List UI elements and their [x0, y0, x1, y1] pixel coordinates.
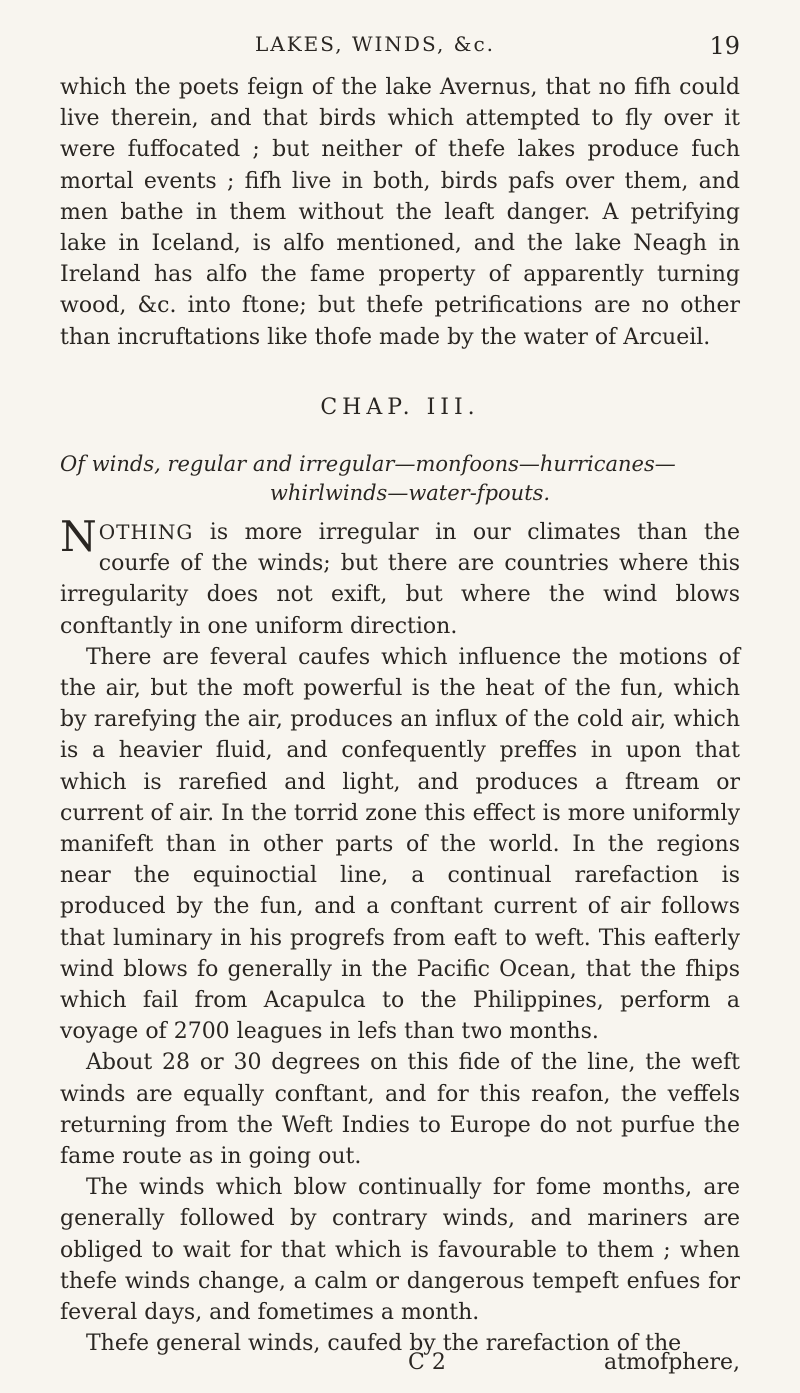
chapter-subtitle	[60, 450, 740, 508]
chapter-subtitle-line-2: whirlwinds—water-fpouts.	[269, 481, 551, 505]
paragraph-5: Thefe general winds, caufed by the rarefaction of the	[86, 1331, 682, 1357]
paragraph-3: About 28 or 30 degrees on this fide of the line, the weft winds are equally conftant, and for this reafon, the veffels returning from the Weft Indies to Europe do not purfue the fame route as in going out.	[60, 1050, 740, 1170]
lead-paragraph: which the poets feign of the lake Avernus, that no fifh could live therein, and that birds which attempted to fly over it were fuffocated ; but neither of thefe lakes produce fuch mortal events ; fifh live in both, birds pafs over them, and men bathe in them without the leaft danger. A petrifying lake in Iceland, is alfo mentioned, and the lake Neagh in Ireland has alfo the fame property of apparently turning wood, &c. into ftone; but thefe petrifications are no other than incruftations like thofe made by the water of Arcueil.	[60, 75, 740, 350]
chapter-subtitle-line-1: Of winds, regular and irregular—monfoons—hurricanes—	[60, 452, 676, 476]
chapter-heading: CHAP. III.	[320, 395, 480, 420]
running-head	[255, 20, 740, 60]
catchword: atmofphere,	[603, 1350, 740, 1375]
running-title: LAKES, WINDS, &c.	[255, 32, 496, 56]
paragraph-4: The winds which blow continually for fome months, are generally followed by contrary winds, and mariners are obliged to wait for that which is favourable to them ; when thefe winds change, a calm or dangerous tempeft enfues for feveral days, and fometimes a month.	[60, 1175, 740, 1326]
paragraph-1	[60, 512, 740, 642]
lead-paragraph-block	[60, 72, 740, 353]
chapter-body	[60, 512, 741, 1359]
drop-initial: N	[60, 512, 97, 561]
signature-mark: C 2	[408, 1350, 446, 1375]
paragraph-2: There are feveral caufes which influence the motions of the air, but the moft powerful is the heat of the fun, which by rarefying the air, produces an influx of the cold air, which is a heavier fluid, and confequently preffes in upon that which is rarefied and light, and produces a ftream or current of air. In the torrid zone this effect is more uniformly manifeft than in other parts of the world. In the regions near the equinoctial line, a continual rarefaction is produced by the fun, and a conftant current of air follows that luminary in his progrefs from eaft to weft. This eafterly wind blows fo generally in the Pacific Ocean, that the fhips which fail from Acapulca to the Philippines, perform a voyage of 2700 leagues in lefs than two months.	[60, 644, 741, 1045]
paragraph-1-text: is more irregular in our climates than the courfe of the winds; but there are countries where this irregularity does not exift, but where the wind blows conftantly in one uniform direction.	[60, 520, 740, 639]
page-number: 19	[709, 32, 740, 60]
opening-smallcaps: OTHING	[98, 520, 194, 544]
